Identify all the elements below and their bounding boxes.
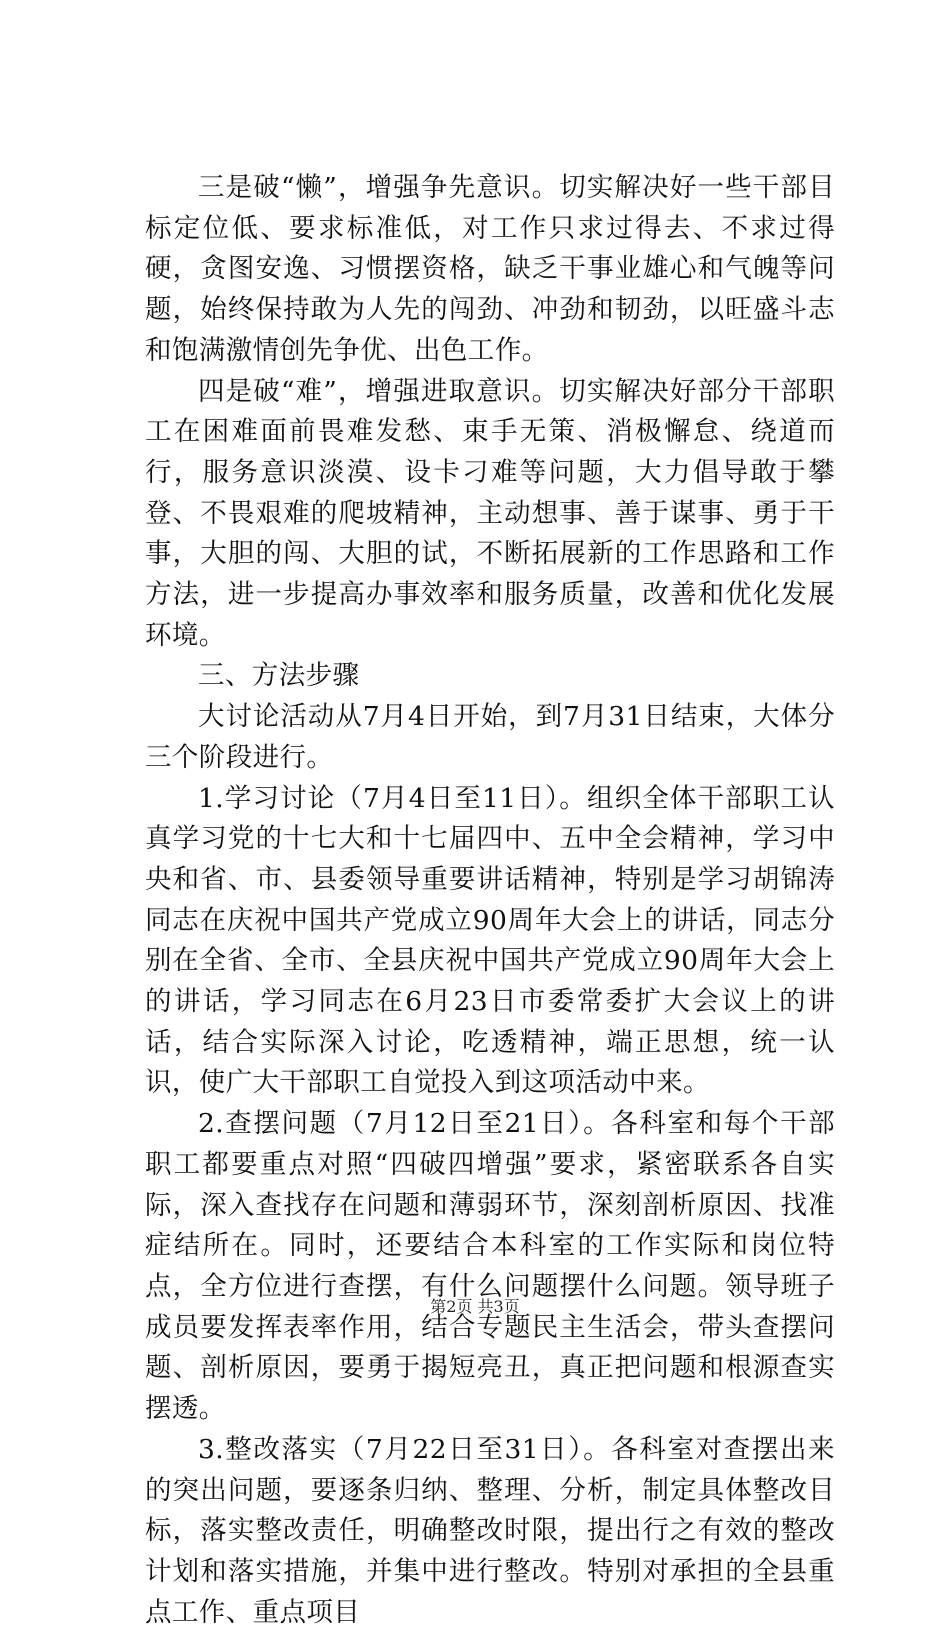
- document-body: [145, 168, 835, 1633]
- paragraph-step-review: 2.查摆问题（7月12日至21日）。各科室和每个干部职工都要重点对照“四破四增强”要求，紧密联系各自实际，深入查找存在问题和薄弱环节，深刻剖析原因、找准症结所在。同时，还要结合本科室的工作实际和岗位特点，全方位进行查摆，有什么问题摆什么问题。领导班子成员要发挥表率作用，结合专题民主生活会，带头查摆问题、剖析原因，要勇于揭短亮丑，真正把问题和根源查实摆透。: [145, 1108, 835, 1425]
- paragraph-schedule-intro: 大讨论活动从7月4日开始，到7月31日结束，大体分三个阶段进行。: [145, 701, 835, 773]
- paragraph-po-lan: 三是破“懒”，增强争先意识。切实解决好一些干部目标定位低、要求标准低，对工作只求过得去、不求过得硬，贪图安逸、习惯摆资格，缺乏干事业雄心和气魄等问题，始终保持敢为人先的闯劲、冲劲和韧劲，以旺盛斗志和饱满激情创先争优、出色工作。: [145, 172, 835, 366]
- section-heading-methods: 三、方法步骤: [198, 660, 360, 692]
- page-number-footer: 第2页 共3页: [430, 1297, 520, 1316]
- paragraph-po-nan: 四是破“难”，增强进取意识。切实解决好部分干部职工在困难面前畏难发愁、束手无策、消极懈怠、绕道而行，服务意识淡漠、设卡刁难等问题，大力倡导敢于攀登、不畏艰难的爬坡精神，主动想事、善于谋事、勇于干事，大胆的闯、大胆的试，不断拓展新的工作思路和工作方法，进一步提高办事效率和服务质量，改善和优化发展环境。: [145, 375, 835, 651]
- paragraph-step-study: 1.学习讨论（7月4日至11日）。组织全体干部职工认真学习党的十七大和十七届四中、五中全会精神，学习中央和省、市、县委领导重要讲话精神，特别是学习胡锦涛同志在庆祝中国共产党成立90周年大会上的讲话，同志分别在全省、全市、全县庆祝中国共产党成立90周年大会上的讲话，学习同志在6月23日市委常委扩大会议上的讲话，结合实际深入讨论，吃透精神，端正思想，统一认识，使广大干部职工自觉投入到这项活动中来。: [145, 782, 835, 1099]
- paragraph-step-rectify: 3.整改落实（7月22日至31日）。各科室对查摆出来的突出问题，要逐条归纳、整理、分析，制定具体整改目标，落实整改责任，明确整改时限，提出行之有效的整改计划和落实措施，并集中进行整改。特别对承担的全县重点工作、重点项目: [145, 1433, 835, 1628]
